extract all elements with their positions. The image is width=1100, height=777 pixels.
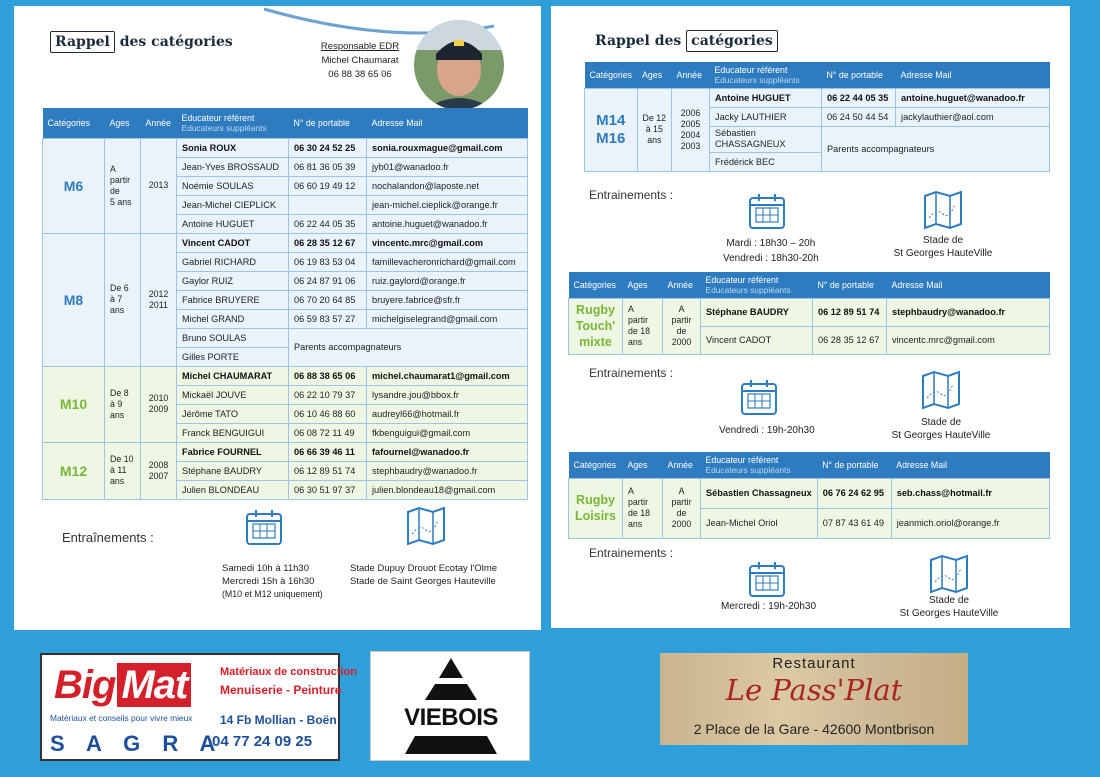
th-mail: Adresse Mail [891,452,1049,478]
years-cell: 2012 2011 [141,233,177,366]
map-icon [927,552,971,596]
educator-name: Jean-Yves BROSSAUD [177,157,289,176]
time-2: Mercredi 15h à 16h30 [222,576,315,587]
educator-mail: bruyere.fabrice@sfr.fr [367,290,528,309]
right-title [595,33,778,49]
table-row [585,88,1050,107]
left-categories-table [42,108,528,500]
time-1: Samedi 10h à 11h30 [222,563,309,574]
title-box: Rappel [50,31,115,53]
educator-phone: 06 22 10 79 37 [289,385,367,404]
table-row [43,233,528,252]
viebois-ad [370,651,530,761]
educator-name: Vincent CADOT [701,326,813,354]
calendar-icon [244,506,284,548]
map-icon [404,504,448,548]
bigmat-brand: S A G R A [50,731,224,756]
map-icon [919,368,963,412]
ages-cell: De 12 à 15 ans [637,88,671,171]
educator-phone: 06 30 24 52 25 [289,138,367,157]
th-phone: N° de portable [289,108,367,138]
th-ages: Ages [105,108,141,138]
m14-training-times [723,236,819,266]
responsable-label: Responsable EDR [320,41,400,52]
educator-mail: jackylauthier@aol.com [896,107,1050,126]
th-mail: Adresse Mail [367,108,528,138]
time-3: (M10 et M12 uniquement) [222,589,323,599]
educator-mail: jean-michel.cieplick@orange.fr [367,195,528,214]
educator-mail: jyb01@wanadoo.fr [367,157,528,176]
educator-mail: fkbenguigui@gmail.com [367,423,528,442]
years-cell: 2013 [141,138,177,233]
ages-cell: De 8 à 9 ans [105,366,141,442]
th-mail: Adresse Mail [896,62,1050,88]
th-educateur: Educateur référent Educateurs suppléants [701,452,818,478]
years-cell: A partir de 2000 [663,478,701,538]
category-cell: M14 M16 [585,88,638,171]
educator-name: Vincent CADOT [177,233,289,252]
table-row [43,138,528,157]
educator-phone: 06 28 35 12 67 [813,326,887,354]
right-page [551,6,1070,628]
category-cell: M8 [43,233,105,366]
educator-name: Sébastien CHASSAGNEUX [710,126,822,152]
educator-name: Fabrice FOURNEL [177,442,289,461]
calendar-icon [739,376,779,418]
educator-phone: 06 12 89 51 74 [289,461,367,480]
educator-phone: 06 12 89 51 74 [813,298,887,326]
educator-phone: 06 88 38 65 06 [289,366,367,385]
left-training-times [222,562,323,601]
loisirs-training-time: Mercredi : 19h-20h30 [721,601,817,612]
educator-phone: 06 08 72 11 49 [289,423,367,442]
category-cell: M10 [43,366,105,442]
educator-phone: 06 59 83 57 27 [289,309,367,328]
educator-name: Bruno SOULAS [177,328,289,347]
bigmat-phone: 04 77 24 09 25 [212,733,313,750]
left-title [50,34,233,50]
table-row [569,478,1050,508]
educator-mail: julien.blondeau18@gmail.com [367,480,528,499]
place-1: Stade de [920,417,962,428]
m14-training-place [891,234,995,260]
ages-cell: De 6 à 7 ans [105,233,141,366]
ages-cell: De 10 à 11 ans [105,442,141,499]
educator-name: Jean-Michel CIEPLICK [177,195,289,214]
educator-name: Antoine HUGUET [177,214,289,233]
educator-mail: ruiz.gaylord@orange.fr [367,271,528,290]
educator-name: Gaylor RUIZ [177,271,289,290]
title-rest: des catégories [119,34,233,50]
educator-name: Frédérick BEC [710,152,822,171]
educator-phone [289,195,367,214]
ages-cell: A partir de 18 ans [623,298,663,354]
educator-phone: 06 10 46 88 60 [289,404,367,423]
educator-phone: 06 28 35 12 67 [289,233,367,252]
th-phone: N° de portable [817,452,891,478]
educator-name: Julien BLONDEAU [177,480,289,499]
title-box: catégories [686,30,778,52]
table-row [43,442,528,461]
th-categories: Catégories [585,62,638,88]
educator-mail: vincentc.mrc@gmail.com [887,326,1050,354]
educator-name: Mickaël JOUVE [177,385,289,404]
educator-mail: nochalandon@laposte.net [367,176,528,195]
years-cell: A partir de 2000 [663,298,701,354]
educator-mail: famillevacheronrichard@gmail.com [367,252,528,271]
educator-name: Sonia ROUX [177,138,289,157]
educator-name: Jérôme TATO [177,404,289,423]
educator-phone: 06 76 24 62 95 [817,478,891,508]
place-2: St Georges HauteVille [893,248,993,259]
touch-trainings-label: Entrainements : [589,366,674,380]
educator-name: Sébastien Chassagneux [701,478,818,508]
place-1: Stade de [922,235,964,246]
responsable-block [314,40,406,82]
loisirs-training-place [897,594,1001,620]
bigmat-logo: Big Mat [54,663,191,708]
table-row [43,366,528,385]
left-training-place [350,562,497,588]
category-cell: Rugby Touch' mixte [569,298,623,354]
time-2: Vendredi : 18h30-20h [723,253,819,264]
th-phone: N° de portable [822,62,896,88]
years-cell: 2008 2007 [141,442,177,499]
educator-mail: michel.chaumarat1@gmail.com [367,366,528,385]
bigmat-ad [40,653,357,761]
calendar-icon [747,190,787,232]
educator-name: Noémie SOULAS [177,176,289,195]
restaurant-address: 2 Place de la Gare - 42600 Montbrison [693,721,935,737]
left-trainings-label: Entraînements : [62,530,154,545]
th-phone: N° de portable [813,272,887,298]
touch-table [568,272,1050,355]
th-annee: Année [672,62,710,88]
bigmat-services: Matériaux de construction Menuiserie - Peinture [220,666,357,697]
th-annee: Année [663,452,701,478]
years-cell: 2010 2009 [141,366,177,442]
th-educateur: Educateur référent Educateurs suppléants [710,62,822,88]
educator-mail: stephbaudry@wanadoo.fr [887,298,1050,326]
touch-training-place [889,416,993,442]
educator-name: Jean-Michel Oriol [701,508,818,538]
m14-trainings-label: Entrainements : [589,188,674,202]
place-1: Stade de [928,595,970,606]
category-cell: M12 [43,442,105,499]
place-2: St Georges HauteVille [899,608,999,619]
map-icon [921,188,965,232]
th-ages: Ages [623,452,663,478]
educator-mail: michelgiselegrand@gmail.com [367,309,528,328]
ages-cell: A partir de 18 ans [623,478,663,538]
educator-phone: 06 22 44 05 35 [289,214,367,233]
educator-mail: stephbaudry@wanadoo.fr [367,461,528,480]
educator-mail: sonia.rouxmague@gmail.com [367,138,528,157]
educator-phone: 06 22 44 05 35 [822,88,896,107]
th-annee: Année [663,272,701,298]
th-ages: Ages [623,272,663,298]
th-educateur: Educateur référent Educateurs suppléants [177,108,289,138]
place-1: Stade Dupuy Drouot Ecotay l'Olme [350,563,498,574]
touch-training-time: Vendredi : 19h-20h30 [719,425,815,436]
parents-cell: Parents accompagnateurs [822,126,1050,171]
avatar [414,20,504,110]
th-ages: Ages [637,62,671,88]
educator-name: Antoine HUGUET [710,88,822,107]
loisirs-trainings-label: Entrainements : [589,546,674,560]
educator-phone: 06 24 87 91 06 [289,271,367,290]
responsable-phone: 06 88 38 65 06 [328,69,392,80]
educator-mail: seb.chass@hotmail.fr [891,478,1049,508]
place-2: Stade de Saint Georges Hauteville [350,576,496,587]
title-start: Rappel des [595,33,682,49]
educator-mail: antoine.huguet@wanadoo.fr [367,214,528,233]
educator-name: Franck BENGUIGUI [177,423,289,442]
restaurant-label: Restaurant [772,655,856,672]
restaurant-ad [660,653,968,745]
th-educateur: Educateur référent Educateurs suppléants [701,272,813,298]
calendar-icon [747,558,787,600]
years-cell: 2006 2005 2004 2003 [672,88,710,171]
educator-phone: 06 30 51 97 37 [289,480,367,499]
th-mail: Adresse Mail [887,272,1050,298]
th-categories: Catégories [43,108,105,138]
bigmat-tagline: Matériaux et conseils pour vivre mieux [50,713,193,723]
educator-phone: 06 24 50 44 54 [822,107,896,126]
loisirs-table [568,452,1050,539]
educator-phone: 06 70 20 64 85 [289,290,367,309]
ages-cell: A partir de 5 ans [105,138,141,233]
educator-phone: 06 66 39 46 11 [289,442,367,461]
educator-mail: antoine.huguet@wanadoo.fr [896,88,1050,107]
educator-name: Fabrice BRUYERE [177,290,289,309]
parents-cell: Parents accompagnateurs [289,328,528,366]
educator-name: Michel CHAUMARAT [177,366,289,385]
educator-name: Michel GRAND [177,309,289,328]
educator-mail: lysandre.jou@bbox.fr [367,385,528,404]
table-row [569,298,1050,326]
educator-mail: vincentc.mrc@gmail.com [367,233,528,252]
educator-mail: jeanmich.oriol@orange.fr [891,508,1049,538]
educator-phone: 07 87 43 61 49 [817,508,891,538]
bigmat-address: 14 Fb Mollian - Boën [220,713,337,727]
th-annee: Année [141,108,177,138]
educator-name: Gilles PORTE [177,347,289,366]
time-1: Mardi : 18h30 – 20h [726,238,816,249]
left-page [14,6,541,630]
educator-name: Gabriel RICHARD [177,252,289,271]
educator-name: Stéphane BAUDRY [177,461,289,480]
educator-phone: 06 60 19 49 12 [289,176,367,195]
th-categories: Catégories [569,452,623,478]
m14-table [584,62,1050,172]
educator-phone: 06 81 36 05 39 [289,157,367,176]
category-cell: Rugby Loisirs [569,478,623,538]
educator-name: Jacky LAUTHIER [710,107,822,126]
educator-name: Stéphane BAUDRY [701,298,813,326]
th-categories: Catégories [569,272,623,298]
viebois-name: VIEBOIS [404,704,498,731]
restaurant-name: Le Pass'Plat [725,673,903,707]
category-cell: M6 [43,138,105,233]
place-2: St Georges HauteVille [891,430,991,441]
educator-mail: audreyl66@hotmail.fr [367,404,528,423]
educator-mail: fafournel@wanadoo.fr [367,442,528,461]
educator-phone: 06 19 83 53 04 [289,252,367,271]
responsable-name: Michel Chaumarat [321,55,399,66]
